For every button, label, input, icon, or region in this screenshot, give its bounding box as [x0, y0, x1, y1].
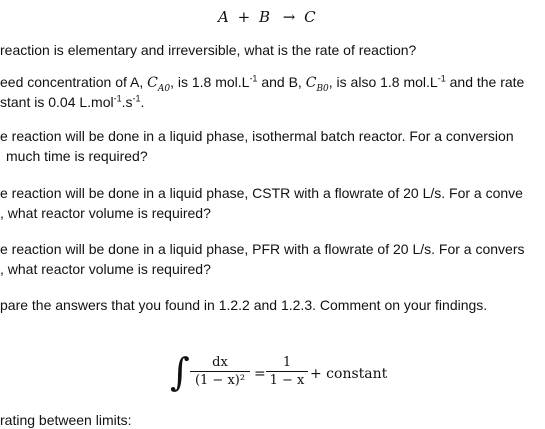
question-elementary-rate — [0, 42, 416, 58]
lhs-numerator: dx — [212, 355, 228, 370]
feed-concentration-line-2 — [0, 94, 144, 110]
batch-reactor-line-1 — [0, 128, 514, 144]
symbol-ca0: C — [147, 75, 158, 91]
pfr-line-2 — [0, 261, 211, 277]
species-b: B — [258, 8, 271, 26]
batch-reactor-text-2: much time is required? — [6, 148, 148, 164]
subscript-b0: B0 — [316, 83, 329, 94]
cstr-line-1 — [0, 185, 523, 201]
cstr-text-1: e reaction will be done in a liquid phase, CSTR with a flowrate of 20 L/s. For a conve — [0, 185, 523, 201]
rate-constant-text-1: stant is 0.04 L.mol — [0, 94, 114, 110]
batch-reactor-text-1: e reaction will be done in a liquid phase, isothermal batch reactor. For a conversion — [0, 128, 514, 144]
feed-text-3: and B, — [257, 74, 306, 90]
plus-sign: + — [237, 8, 251, 26]
feed-concentration-line-1 — [0, 73, 525, 94]
lhs-fraction — [190, 354, 250, 389]
feed-text-2: , is 1.8 mol.L — [170, 74, 250, 90]
cstr-line-2 — [0, 205, 211, 221]
integrating-between-limits-text: rating between limits: — [0, 412, 132, 428]
batch-reactor-line-2 — [6, 148, 148, 164]
rhs-denominator: 1 − x — [269, 373, 305, 388]
pfr-text-2: , what reactor volume is required? — [0, 261, 211, 277]
integrating-between-limits — [0, 412, 132, 428]
cstr-text-2: , what reactor volume is required? — [0, 205, 211, 221]
compare-answers-text: pare the answers that you found in 1.2.2 and 1.2.3. Comment on your findings. — [0, 297, 488, 313]
symbol-cb0: C — [305, 75, 317, 91]
integral-equation — [170, 350, 410, 402]
equals-sign: = — [254, 366, 266, 382]
feed-text-1: eed concentration of A, — [0, 74, 148, 90]
superscript-2: -1 — [437, 73, 446, 84]
rate-constant-text-3: . — [140, 94, 145, 110]
feed-text-5: and the rate — [445, 74, 525, 90]
rhs-fraction — [266, 354, 308, 389]
feed-text-4: , is also 1.8 mol.L — [328, 74, 438, 90]
species-c: C — [304, 8, 316, 26]
integration-constant: + constant — [310, 366, 388, 382]
species-a: A — [218, 8, 229, 26]
pfr-text-1: e reaction will be done in a liquid phase, PFR with a flowrate of 20 L/s. For a convers — [0, 241, 525, 257]
rate-constant-text-2: .s — [121, 94, 133, 110]
superscript-4: -1 — [132, 93, 141, 104]
reaction-arrow: → — [282, 8, 296, 26]
compare-answers — [0, 297, 487, 313]
superscript-1: -1 — [249, 73, 258, 84]
subscript-a0: A0 — [157, 83, 171, 94]
reaction-equation — [218, 8, 316, 26]
question-elementary-rate-text: reaction is elementary and irreversible, what is the rate of reaction? — [0, 42, 417, 58]
pfr-line-1 — [0, 241, 525, 257]
rhs-numerator: 1 — [282, 355, 292, 370]
integral-sign: ∫ — [170, 350, 190, 394]
superscript-3: -1 — [113, 93, 122, 104]
lhs-denominator: (1 − x)² — [194, 373, 246, 388]
